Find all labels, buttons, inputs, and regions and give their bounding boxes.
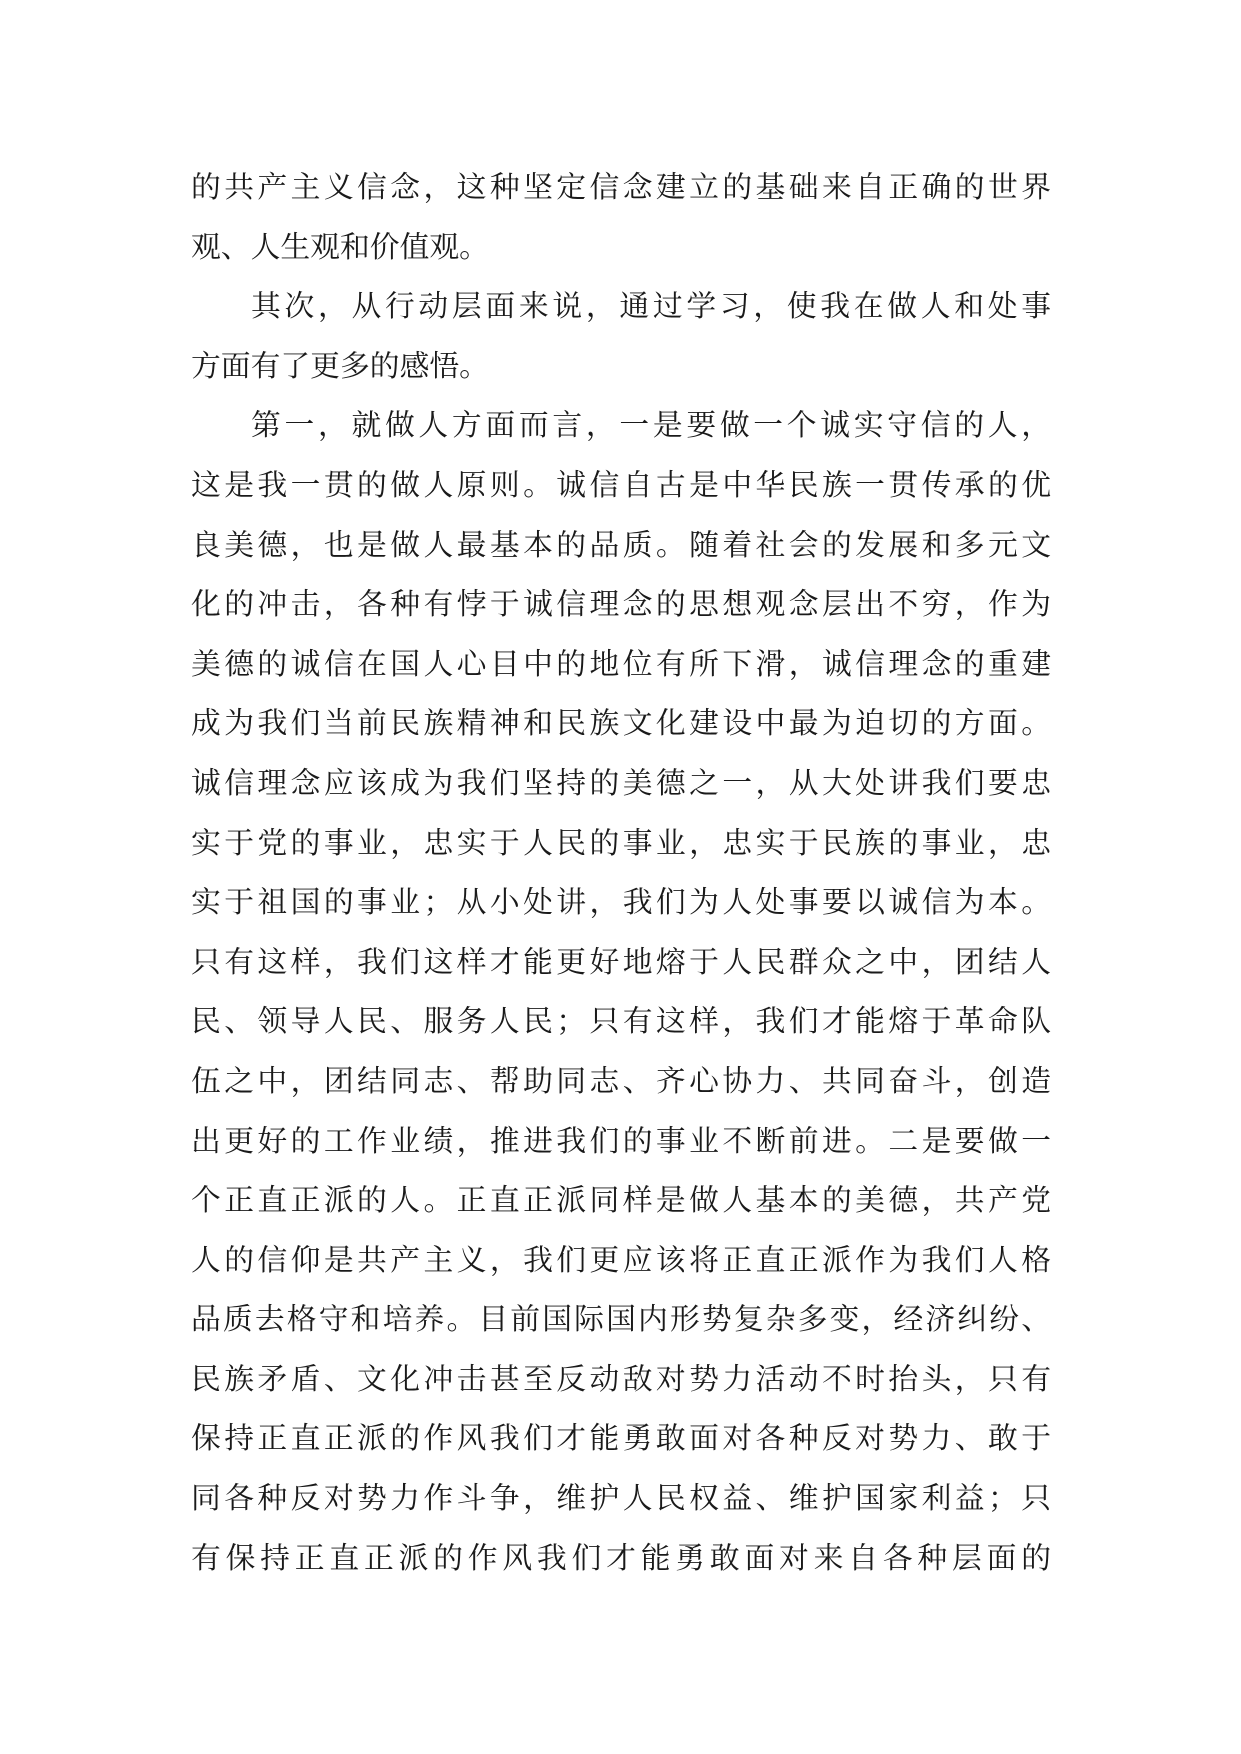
text-line: 成为我们当前民族精神和民族文化建设中最为迫切的方面。 xyxy=(191,706,1051,742)
text-line: 有保持正直正派的作风我们才能勇敢面对来自各种层面的 xyxy=(191,1540,1051,1576)
text-line: 品质去格守和培养。目前国际国内形势复杂多变，经济纠纷、 xyxy=(191,1302,1051,1338)
text-line: 良美德，也是做人最基本的品质。随着社会的发展和多元文 xyxy=(191,527,1051,563)
text-line: 的共产主义信念，这种坚定信念建立的基础来自正确的世界 xyxy=(191,170,1051,205)
text-line: 实于党的事业，忠实于人民的事业，忠实于民族的事业，忠 xyxy=(191,825,1051,861)
text-line: 同各种反对势力作斗争，维护人民权益、维护国家利益；只 xyxy=(191,1481,1051,1517)
text-line: 这是我一贯的做人原则。诚信自古是中华民族一贯传承的优 xyxy=(191,467,1051,503)
text-line: 实于祖国的事业；从小处讲，我们为人处事要以诚信为本。 xyxy=(191,885,1051,921)
text-line: 只有这样，我们这样才能更好地熔于人民群众之中，团结人 xyxy=(191,944,1051,980)
text-line: 个正直正派的人。正直正派同样是做人基本的美德，共产党 xyxy=(191,1183,1051,1219)
text-line: 民族矛盾、文化冲击甚至反动敌对势力活动不时抬头，只有 xyxy=(191,1361,1051,1397)
text-line: 人的信仰是共产主义，我们更应该将正直正派作为我们人格 xyxy=(191,1242,1051,1278)
paragraph-first-line: 第一，就做人方面而言，一是要做一个诚实守信的人， xyxy=(251,408,1051,444)
text-line: 化的冲击，各种有悖于诚信理念的思想观念层出不穷，作为 xyxy=(191,587,1051,623)
text-line: 出更好的工作业绩，推进我们的事业不断前进。二是要做一 xyxy=(191,1123,1051,1159)
text-line: 民、领导人民、服务人民；只有这样，我们才能熔于革命队 xyxy=(191,1004,1051,1040)
text-line: 观、人生观和价值观。 xyxy=(191,229,489,265)
text-line: 诚信理念应该成为我们坚持的美德之一，从大处讲我们要忠 xyxy=(191,765,1051,801)
paragraph-first-line: 其次，从行动层面来说，通过学习，使我在做人和处事 xyxy=(251,289,1051,325)
text-line: 美德的诚信在国人心目中的地位有所下滑，诚信理念的重建 xyxy=(191,646,1051,682)
text-line: 伍之中，团结同志、帮助同志、齐心协力、共同奋斗，创造 xyxy=(191,1063,1051,1099)
body-text xyxy=(191,158,1051,1588)
text-line: 保持正直正派的作风我们才能勇敢面对各种反对势力、敢于 xyxy=(191,1421,1051,1457)
text-line: 方面有了更多的感悟。 xyxy=(191,348,489,384)
